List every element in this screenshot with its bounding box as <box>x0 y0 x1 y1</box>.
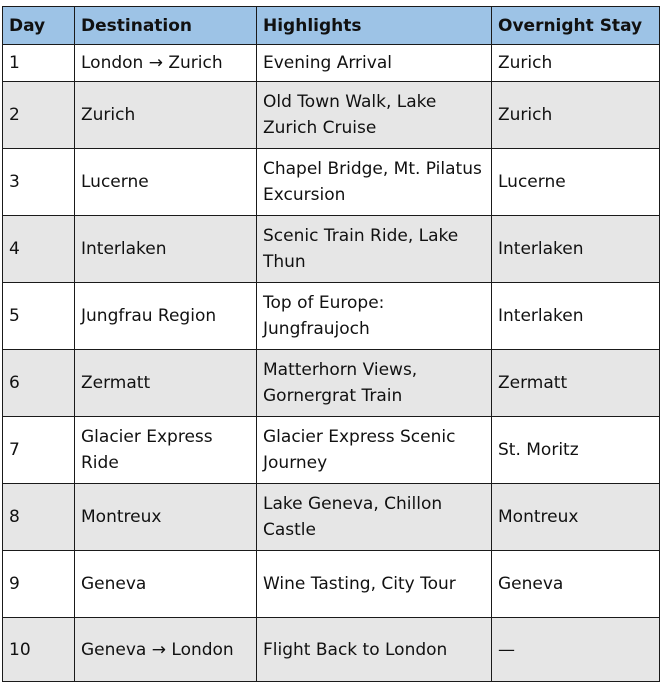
cell-day: 10 <box>3 618 75 682</box>
cell-destination: Zermatt <box>75 350 257 417</box>
cell-day: 5 <box>3 283 75 350</box>
cell-overnight-stay: Montreux <box>492 484 660 551</box>
cell-day: 6 <box>3 350 75 417</box>
table-row <box>3 216 660 283</box>
header-overnight-stay: Overnight Stay <box>492 7 660 45</box>
header-day: Day <box>3 7 75 45</box>
table-row <box>3 484 660 551</box>
cell-highlights: Old Town Walk, Lake Zurich Cruise <box>257 82 492 149</box>
table-row <box>3 149 660 216</box>
cell-highlights: Chapel Bridge, Mt. Pilatus Excursion <box>257 149 492 216</box>
cell-day: 3 <box>3 149 75 216</box>
cell-destination: Interlaken <box>75 216 257 283</box>
cell-highlights: Glacier Express Scenic Journey <box>257 417 492 484</box>
cell-destination: London → Zurich <box>75 45 257 82</box>
cell-highlights: Scenic Train Ride, Lake Thun <box>257 216 492 283</box>
table-row <box>3 45 660 82</box>
cell-highlights: Top of Europe: Jungfraujoch <box>257 283 492 350</box>
table-row <box>3 618 660 682</box>
itinerary-table-container <box>2 6 660 682</box>
table-header-row <box>3 7 660 45</box>
cell-day: 9 <box>3 551 75 618</box>
itinerary-table <box>2 6 660 682</box>
cell-highlights: Evening Arrival <box>257 45 492 82</box>
table-row <box>3 82 660 149</box>
cell-destination: Jungfrau Region <box>75 283 257 350</box>
cell-day: 2 <box>3 82 75 149</box>
cell-overnight-stay: Geneva <box>492 551 660 618</box>
cell-overnight-stay: Zurich <box>492 82 660 149</box>
cell-destination: Lucerne <box>75 149 257 216</box>
cell-day: 1 <box>3 45 75 82</box>
cell-day: 4 <box>3 216 75 283</box>
header-destination: Destination <box>75 7 257 45</box>
cell-overnight-stay: Zurich <box>492 45 660 82</box>
cell-overnight-stay: Interlaken <box>492 216 660 283</box>
cell-destination: Glacier Express Ride <box>75 417 257 484</box>
cell-day: 8 <box>3 484 75 551</box>
table-row <box>3 283 660 350</box>
cell-overnight-stay: Interlaken <box>492 283 660 350</box>
table-row <box>3 350 660 417</box>
cell-highlights: Wine Tasting, City Tour <box>257 551 492 618</box>
cell-destination: Zurich <box>75 82 257 149</box>
table-row <box>3 417 660 484</box>
cell-day: 7 <box>3 417 75 484</box>
cell-overnight-stay: Lucerne <box>492 149 660 216</box>
cell-overnight-stay: — <box>492 618 660 682</box>
cell-destination: Montreux <box>75 484 257 551</box>
cell-destination: Geneva <box>75 551 257 618</box>
table-row <box>3 551 660 618</box>
cell-destination: Geneva → London <box>75 618 257 682</box>
cell-highlights: Lake Geneva, Chillon Castle <box>257 484 492 551</box>
cell-overnight-stay: St. Moritz <box>492 417 660 484</box>
header-highlights: Highlights <box>257 7 492 45</box>
cell-highlights: Flight Back to London <box>257 618 492 682</box>
cell-highlights: Matterhorn Views, Gornergrat Train <box>257 350 492 417</box>
cell-overnight-stay: Zermatt <box>492 350 660 417</box>
